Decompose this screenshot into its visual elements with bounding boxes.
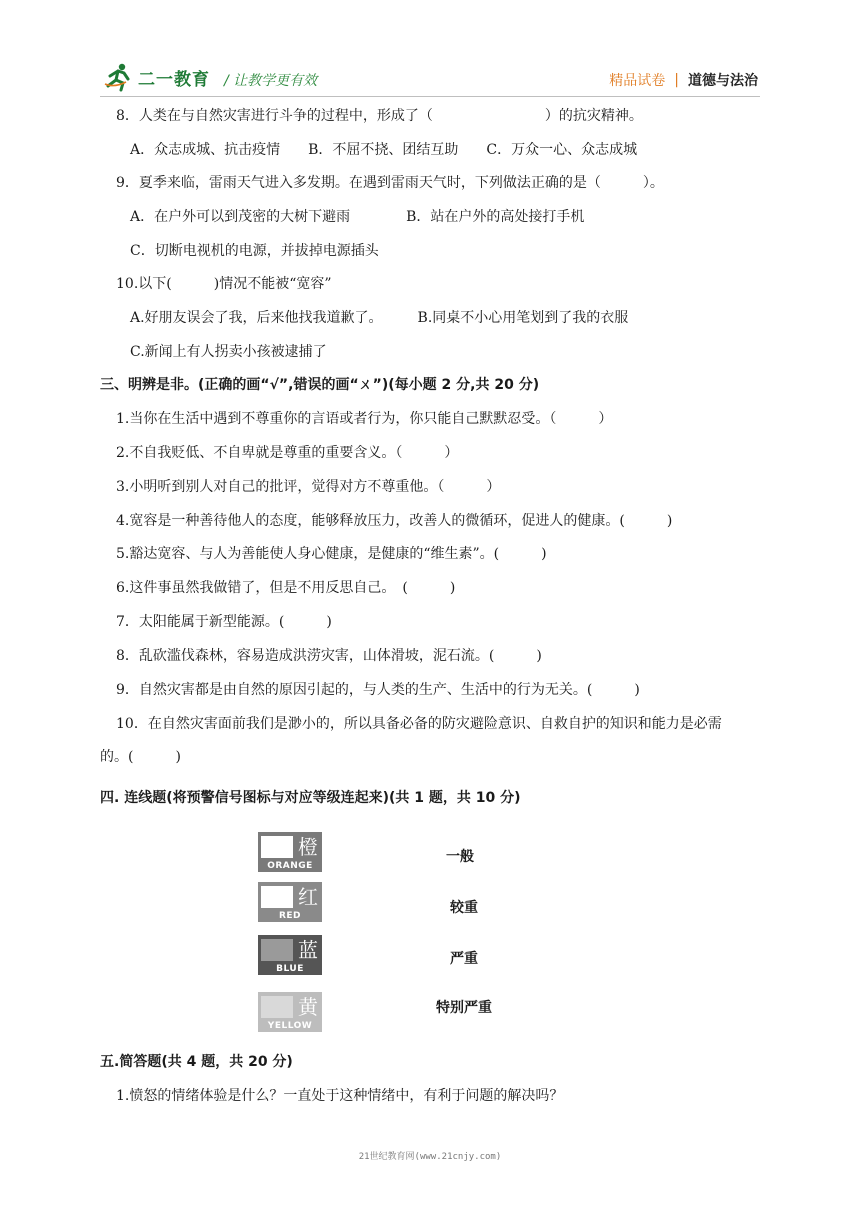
question-10-option-c: C.新闻上有人拐卖小孩被逮捕了 — [130, 344, 327, 360]
header-divider — [100, 96, 760, 97]
question-8-stem: 8．人类在与自然灾害进行斗争的过程中，形成了（ ）的抗灾精神。 — [116, 108, 643, 124]
signal-orange-box — [261, 836, 293, 858]
page-footer: 21世纪教育网(www.21cnjy.com) — [358, 1152, 502, 1162]
short-answer-1: 1.愤怒的情绪体验是什么？一直处于这种情绪中，有利于问题的解决吗？ — [116, 1088, 564, 1104]
question-9-option-c: C．切断电视机的电源，并拔掉电源插头 — [130, 243, 379, 259]
judge-item-10: 10．在自然灾害面前我们是渺小的，所以具备必备的防灾避险意识、自救自护的知识和能力是必需 — [116, 716, 722, 732]
question-9-stem: 9．夏季来临，雷雨天气进入多发期。在遇到雷雨天气时，下列做法正确的是（ ）。 — [116, 175, 664, 191]
question-9-options-ab: A．在户外可以到茂密的大树下避雨 B．站在户外的高处接打手机 — [130, 209, 585, 225]
signal-red-label: RED — [258, 910, 322, 922]
judge-item-4: 4.宽容是一种善待他人的态度，能够释放压力，改善人的微循环，促进人的健康。( ) — [116, 513, 673, 529]
signal-red-body — [258, 882, 322, 912]
level-heavier[interactable]: 较重 — [450, 900, 478, 916]
judge-item-6: 6.这件事虽然我做错了，但是不用反思自己。 ( ) — [116, 580, 456, 596]
paper-tag: 精品试卷 — [609, 73, 666, 89]
signal-yellow-char: 黄 — [298, 995, 318, 1019]
signal-yellow-box — [261, 996, 293, 1018]
signal-yellow-body — [258, 992, 322, 1022]
signal-orange-label: ORANGE — [258, 860, 322, 872]
judge-item-1: 1.当你在生活中遇到不尊重你的言语或者行为，你只能自己默默忍受。（ ） — [116, 411, 613, 427]
signal-orange-body — [258, 832, 322, 862]
section-5-title: 五.简答题(共 4 题，共 20 分) — [100, 1054, 293, 1070]
subject-label: 道德与法治 — [688, 73, 758, 89]
judge-item-9: 9．自然灾害都是由自然的原因引起的，与人类的生产、生活中的行为无关。( ) — [116, 682, 640, 698]
signal-blue-label: BLUE — [258, 963, 322, 975]
judge-item-2: 2.不自我贬低、不自卑就是尊重的重要含义。（ ） — [116, 445, 459, 461]
question-10-options-ab: A.好朋友误会了我，后来他找我道歉了。 B.同桌不小心用笔划到了我的衣服 — [130, 310, 629, 326]
judge-item-3: 3.小明听到别人对自己的批评，觉得对方不尊重他。（ ） — [116, 479, 501, 495]
judge-item-10-cont: 的。( ) — [100, 749, 181, 765]
judge-item-5: 5.豁达宽容、与人为善能使人身心健康，是健康的“维生素”。( ) — [116, 546, 547, 562]
question-10-stem: 10.以下( )情况不能被“宽容” — [116, 276, 332, 292]
signal-orange[interactable] — [258, 832, 322, 872]
signal-red-box — [261, 886, 293, 908]
section-3-title: 三、明辨是非。(正确的画“√”,错误的画“ㄨ”)(每小题 2 分,共 20 分) — [100, 377, 540, 393]
signal-orange-char: 橙 — [298, 835, 318, 859]
judge-item-8: 8．乱砍滥伐森林，容易造成洪涝灾害，山体滑坡，泥石流。( ) — [116, 648, 542, 664]
header-right — [609, 70, 758, 90]
signal-red-char: 红 — [298, 885, 318, 909]
logo-text: 二一教育 — [138, 69, 210, 90]
signal-blue-box — [261, 939, 293, 961]
question-8-options: A．众志成城、抗击疫情 B．不屈不挠、团结互助 C．万众一心、众志成城 — [130, 142, 638, 158]
level-serious[interactable]: 严重 — [450, 951, 478, 967]
runner-logo-icon — [104, 62, 134, 92]
level-general[interactable]: 一般 — [446, 849, 474, 865]
judge-item-7: 7．太阳能属于新型能源。( ) — [116, 614, 332, 630]
logo — [104, 60, 210, 94]
section-4-title: 四. 连线题(将预警信号图标与对应等级连起来)(共 1 题，共 10 分) — [100, 790, 521, 806]
signal-red[interactable] — [258, 882, 322, 922]
level-especially-serious[interactable]: 特别严重 — [436, 1000, 492, 1016]
signal-blue-body — [258, 935, 322, 965]
signal-yellow-label: YELLOW — [258, 1020, 322, 1032]
signal-yellow[interactable] — [258, 992, 322, 1032]
signal-blue-char: 蓝 — [298, 938, 318, 962]
slogan: / 让教学更有效 — [224, 73, 318, 89]
header-separator: | — [674, 72, 679, 88]
signal-blue[interactable] — [258, 935, 322, 975]
